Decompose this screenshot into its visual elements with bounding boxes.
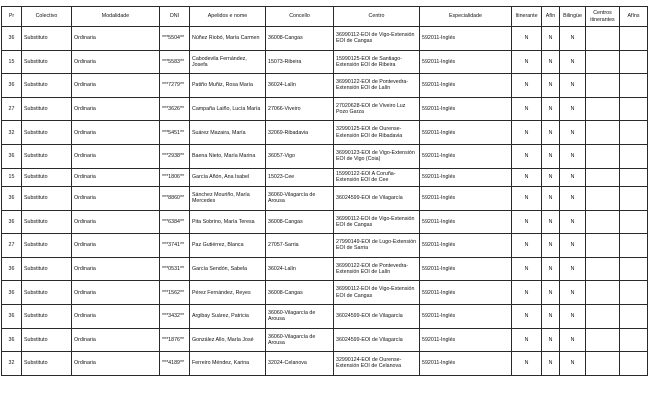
- cell-itinerante: N: [512, 121, 542, 145]
- cell-afin: N: [542, 27, 560, 51]
- cell-itinerante: N: [512, 168, 542, 186]
- cell-bilingue: N: [560, 281, 586, 305]
- cell-centro: 36990112-EOI de Vigo-Extensión EOI de Cangas: [334, 210, 420, 234]
- cell-itinerante: N: [512, 328, 542, 352]
- cell-especialidade: 592011-Inglés: [420, 121, 512, 145]
- cell-pr: 36: [2, 144, 22, 168]
- cell-dni: ***3626**: [160, 97, 190, 121]
- col-header-concello: Concello: [266, 7, 334, 27]
- cell-pr: 32: [2, 352, 22, 376]
- cell-bilingue: N: [560, 27, 586, 51]
- cell-centro: 32990124-EOI de Ourense-Extensión EOI de Celanova: [334, 352, 420, 376]
- cell-afin: N: [542, 352, 560, 376]
- cell-modalidade: Ordinaria: [72, 144, 160, 168]
- cell-afins: [620, 257, 648, 281]
- cell-dni: ***1806**: [160, 168, 190, 186]
- cell-centros-itinerantes: [586, 144, 620, 168]
- cell-concello: 27066-Viveiro: [266, 97, 334, 121]
- cell-dni: ***0531**: [160, 257, 190, 281]
- cell-especialidade: 592011-Inglés: [420, 27, 512, 51]
- cell-centros-itinerantes: [586, 210, 620, 234]
- cell-modalidade: Ordinaria: [72, 74, 160, 98]
- table-row: [2, 50, 648, 74]
- cell-concello: 36008-Cangas: [266, 27, 334, 51]
- cell-centros-itinerantes: [586, 328, 620, 352]
- table-row: [2, 257, 648, 281]
- cell-nome: González Allo, María José: [190, 328, 266, 352]
- col-header-itinerante: Itinerante: [512, 7, 542, 27]
- cell-concello: 36008-Cangas: [266, 281, 334, 305]
- col-header-centro: Centro: [334, 7, 420, 27]
- cell-afin: N: [542, 121, 560, 145]
- cell-modalidade: Ordinaria: [72, 234, 160, 258]
- cell-concello: 15073-Ribeira: [266, 50, 334, 74]
- cell-colectivo: Substituto: [22, 74, 72, 98]
- cell-dni: ***1562**: [160, 281, 190, 305]
- cell-nome: Argibay Suárez, Patricia: [190, 304, 266, 328]
- cell-centros-itinerantes: [586, 352, 620, 376]
- cell-especialidade: 592011-Inglés: [420, 304, 512, 328]
- table-row: [2, 328, 648, 352]
- cell-nome: García Sendón, Sabela: [190, 257, 266, 281]
- cell-pr: 27: [2, 234, 22, 258]
- cell-pr: 32: [2, 121, 22, 145]
- cell-centros-itinerantes: [586, 304, 620, 328]
- cell-pr: 36: [2, 74, 22, 98]
- cell-centro: 27990149-EOI de Lugo-Extensión EOI de Sarria: [334, 234, 420, 258]
- cell-especialidade: 592011-Inglés: [420, 257, 512, 281]
- cell-bilingue: N: [560, 304, 586, 328]
- cell-nome: Pita Sobrino, María Teresa: [190, 210, 266, 234]
- cell-pr: 27: [2, 97, 22, 121]
- cell-centro: 36024599-EOI de Vilagarcía: [334, 304, 420, 328]
- cell-concello: 32024-Celanova: [266, 352, 334, 376]
- cell-concello: 15023-Cee: [266, 168, 334, 186]
- cell-dni: ***8860**: [160, 186, 190, 210]
- col-header-especialidade: Especialidade: [420, 7, 512, 27]
- cell-bilingue: N: [560, 186, 586, 210]
- cell-centro: 36990122-EOI de Pontevedra-Extensión EOI de Lalín: [334, 257, 420, 281]
- cell-centros-itinerantes: [586, 186, 620, 210]
- cell-colectivo: Substituto: [22, 257, 72, 281]
- cell-afin: N: [542, 97, 560, 121]
- cell-pr: 36: [2, 257, 22, 281]
- col-header-pr: Pr: [2, 7, 22, 27]
- cell-bilingue: N: [560, 352, 586, 376]
- cell-especialidade: 592011-Inglés: [420, 50, 512, 74]
- cell-itinerante: N: [512, 257, 542, 281]
- cell-nome: Ferreiro Méndez, Karina: [190, 352, 266, 376]
- cell-nome: Núñez Riobó, María Carmen: [190, 27, 266, 51]
- cell-afins: [620, 144, 648, 168]
- cell-centros-itinerantes: [586, 50, 620, 74]
- cell-bilingue: N: [560, 328, 586, 352]
- table-row: [2, 97, 648, 121]
- cell-bilingue: N: [560, 257, 586, 281]
- cell-centro: 32990125-EOI de Ourense-Extensión EOI de Ribadavia: [334, 121, 420, 145]
- cell-afin: N: [542, 304, 560, 328]
- cell-itinerante: N: [512, 144, 542, 168]
- cell-dni: ***3741**: [160, 234, 190, 258]
- cell-afins: [620, 304, 648, 328]
- cell-pr: 36: [2, 27, 22, 51]
- cell-especialidade: 592011-Inglés: [420, 168, 512, 186]
- cell-colectivo: Substituto: [22, 304, 72, 328]
- col-header-centros-itinerantes: Centros itinerantes: [586, 7, 620, 27]
- cell-afin: N: [542, 281, 560, 305]
- table-header-row: [2, 7, 648, 27]
- cell-itinerante: N: [512, 210, 542, 234]
- cell-centros-itinerantes: [586, 234, 620, 258]
- cell-colectivo: Substituto: [22, 97, 72, 121]
- cell-afin: N: [542, 186, 560, 210]
- cell-bilingue: N: [560, 121, 586, 145]
- cell-dni: ***4189**: [160, 352, 190, 376]
- cell-colectivo: Substituto: [22, 281, 72, 305]
- cell-bilingue: N: [560, 234, 586, 258]
- cell-dni: ***6384**: [160, 210, 190, 234]
- table-row: [2, 210, 648, 234]
- table-row: [2, 186, 648, 210]
- cell-afins: [620, 27, 648, 51]
- cell-concello: 36057-Vigo: [266, 144, 334, 168]
- cell-pr: 36: [2, 210, 22, 234]
- cell-afins: [620, 186, 648, 210]
- cell-itinerante: N: [512, 97, 542, 121]
- cell-dni: ***1876**: [160, 328, 190, 352]
- cell-afin: N: [542, 50, 560, 74]
- cell-afin: N: [542, 257, 560, 281]
- cell-nome: Patiño Muñiz, Rosa María: [190, 74, 266, 98]
- cell-afin: N: [542, 210, 560, 234]
- table-row: [2, 74, 648, 98]
- cell-modalidade: Ordinaria: [72, 50, 160, 74]
- cell-especialidade: 592011-Inglés: [420, 328, 512, 352]
- cell-pr: 15: [2, 50, 22, 74]
- cell-modalidade: Ordinaria: [72, 257, 160, 281]
- cell-afins: [620, 74, 648, 98]
- table-row: [2, 352, 648, 376]
- col-header-afin: Afín: [542, 7, 560, 27]
- cell-especialidade: 592011-Inglés: [420, 210, 512, 234]
- cell-modalidade: Ordinaria: [72, 210, 160, 234]
- cell-itinerante: N: [512, 304, 542, 328]
- cell-nome: Baena Nieto, María Marina: [190, 144, 266, 168]
- table-row: [2, 121, 648, 145]
- cell-pr: 36: [2, 304, 22, 328]
- cell-concello: 36024-Lalín: [266, 74, 334, 98]
- table-row: [2, 281, 648, 305]
- cell-centro: 36990123-EOI de Vigo-Extensión EOI de Vigo (Coia): [334, 144, 420, 168]
- cell-afins: [620, 121, 648, 145]
- cell-colectivo: Substituto: [22, 50, 72, 74]
- cell-concello: 32069-Ribadavia: [266, 121, 334, 145]
- cell-concello: 27057-Sarria: [266, 234, 334, 258]
- cell-afin: N: [542, 328, 560, 352]
- cell-nome: Sánchez Mouriño, María Mercedes: [190, 186, 266, 210]
- cell-especialidade: 592011-Inglés: [420, 186, 512, 210]
- cell-centros-itinerantes: [586, 27, 620, 51]
- cell-itinerante: N: [512, 27, 542, 51]
- cell-nome: Paz Gutiérrez, Blanca: [190, 234, 266, 258]
- col-header-afins: Afíns: [620, 7, 648, 27]
- cell-bilingue: N: [560, 168, 586, 186]
- cell-nome: García Añón, Ana Isabel: [190, 168, 266, 186]
- cell-colectivo: Substituto: [22, 186, 72, 210]
- cell-bilingue: N: [560, 210, 586, 234]
- cell-bilingue: N: [560, 74, 586, 98]
- cell-concello: 36060-Vilagarcía de Arousa: [266, 186, 334, 210]
- cell-concello: 36008-Cangas: [266, 210, 334, 234]
- cell-modalidade: Ordinaria: [72, 352, 160, 376]
- table-row: [2, 27, 648, 51]
- cell-afin: N: [542, 168, 560, 186]
- col-header-bilingue: Bilingüe: [560, 7, 586, 27]
- cell-itinerante: N: [512, 352, 542, 376]
- cell-centro: 15990122-EOI A Coruña-Extensión EOI de Cee: [334, 168, 420, 186]
- table-body: [2, 27, 648, 376]
- cell-centros-itinerantes: [586, 74, 620, 98]
- assignments-table: [1, 6, 648, 376]
- cell-afins: [620, 352, 648, 376]
- cell-afins: [620, 168, 648, 186]
- cell-colectivo: Substituto: [22, 352, 72, 376]
- cell-especialidade: 592011-Inglés: [420, 74, 512, 98]
- cell-nome: Pérez Fernández, Reyes: [190, 281, 266, 305]
- cell-centro: 15990125-EOI de Santiago-Extensión EOI de Ribeira: [334, 50, 420, 74]
- table-row: [2, 144, 648, 168]
- cell-especialidade: 592011-Inglés: [420, 352, 512, 376]
- cell-modalidade: Ordinaria: [72, 281, 160, 305]
- cell-centros-itinerantes: [586, 168, 620, 186]
- cell-pr: 36: [2, 328, 22, 352]
- cell-especialidade: 592011-Inglés: [420, 97, 512, 121]
- cell-itinerante: N: [512, 234, 542, 258]
- cell-pr: 36: [2, 186, 22, 210]
- cell-dni: ***2938**: [160, 144, 190, 168]
- cell-dni: ***5504**: [160, 27, 190, 51]
- cell-afins: [620, 234, 648, 258]
- cell-dni: ***7279**: [160, 74, 190, 98]
- cell-itinerante: N: [512, 281, 542, 305]
- cell-bilingue: N: [560, 50, 586, 74]
- table-row: [2, 168, 648, 186]
- cell-especialidade: 592011-Inglés: [420, 234, 512, 258]
- cell-nome: Suárez Mazaira, María: [190, 121, 266, 145]
- cell-colectivo: Substituto: [22, 234, 72, 258]
- cell-centros-itinerantes: [586, 281, 620, 305]
- cell-colectivo: Substituto: [22, 144, 72, 168]
- cell-colectivo: Substituto: [22, 168, 72, 186]
- cell-nome: Campaña Laiño, Lucía María: [190, 97, 266, 121]
- col-header-colectivo: Colectivo: [22, 7, 72, 27]
- cell-centros-itinerantes: [586, 121, 620, 145]
- cell-afin: N: [542, 144, 560, 168]
- cell-colectivo: Substituto: [22, 27, 72, 51]
- cell-bilingue: N: [560, 144, 586, 168]
- cell-afins: [620, 50, 648, 74]
- table-row: [2, 234, 648, 258]
- cell-itinerante: N: [512, 74, 542, 98]
- cell-centro: 27020628-EOI de Viveiro Luz Pozo Garza: [334, 97, 420, 121]
- cell-dni: ***5451**: [160, 121, 190, 145]
- cell-centros-itinerantes: [586, 97, 620, 121]
- col-header-modalidade: Modalidade: [72, 7, 160, 27]
- cell-afin: N: [542, 74, 560, 98]
- cell-bilingue: N: [560, 97, 586, 121]
- cell-modalidade: Ordinaria: [72, 121, 160, 145]
- cell-modalidade: Ordinaria: [72, 27, 160, 51]
- cell-modalidade: Ordinaria: [72, 186, 160, 210]
- cell-modalidade: Ordinaria: [72, 304, 160, 328]
- cell-colectivo: Substituto: [22, 328, 72, 352]
- cell-concello: 36024-Lalín: [266, 257, 334, 281]
- col-header-apelidos-e-nome: Apelidos e nome: [190, 7, 266, 27]
- cell-colectivo: Substituto: [22, 210, 72, 234]
- cell-centro: 36024599-EOI de Vilagarcía: [334, 186, 420, 210]
- cell-afins: [620, 97, 648, 121]
- cell-colectivo: Substituto: [22, 121, 72, 145]
- cell-dni: ***5583**: [160, 50, 190, 74]
- cell-especialidade: 592011-Inglés: [420, 144, 512, 168]
- cell-dni: ***3432**: [160, 304, 190, 328]
- cell-centro: 36990112-EOI de Vigo-Extensión EOI de Cangas: [334, 281, 420, 305]
- cell-concello: 36060-Vilagarcía de Arousa: [266, 304, 334, 328]
- cell-nome: Cabodevila Fernández, Josefa: [190, 50, 266, 74]
- table-row: [2, 304, 648, 328]
- cell-especialidade: 592011-Inglés: [420, 281, 512, 305]
- cell-afins: [620, 210, 648, 234]
- cell-afin: N: [542, 234, 560, 258]
- cell-concello: 36060-Vilagarcía de Arousa: [266, 328, 334, 352]
- cell-modalidade: Ordinaria: [72, 328, 160, 352]
- cell-modalidade: Ordinaria: [72, 97, 160, 121]
- cell-pr: 15: [2, 168, 22, 186]
- cell-centros-itinerantes: [586, 257, 620, 281]
- cell-itinerante: N: [512, 50, 542, 74]
- cell-centro: 36990122-EOI de Pontevedra-Extensión EOI de Lalín: [334, 74, 420, 98]
- cell-centro: 36024599-EOI de Vilagarcía: [334, 328, 420, 352]
- cell-itinerante: N: [512, 186, 542, 210]
- col-header-dni: DNI: [160, 7, 190, 27]
- cell-modalidade: Ordinaria: [72, 168, 160, 186]
- cell-centro: 36990112-EOI de Vigo-Extensión EOI de Cangas: [334, 27, 420, 51]
- cell-afins: [620, 328, 648, 352]
- cell-pr: 36: [2, 281, 22, 305]
- cell-afins: [620, 281, 648, 305]
